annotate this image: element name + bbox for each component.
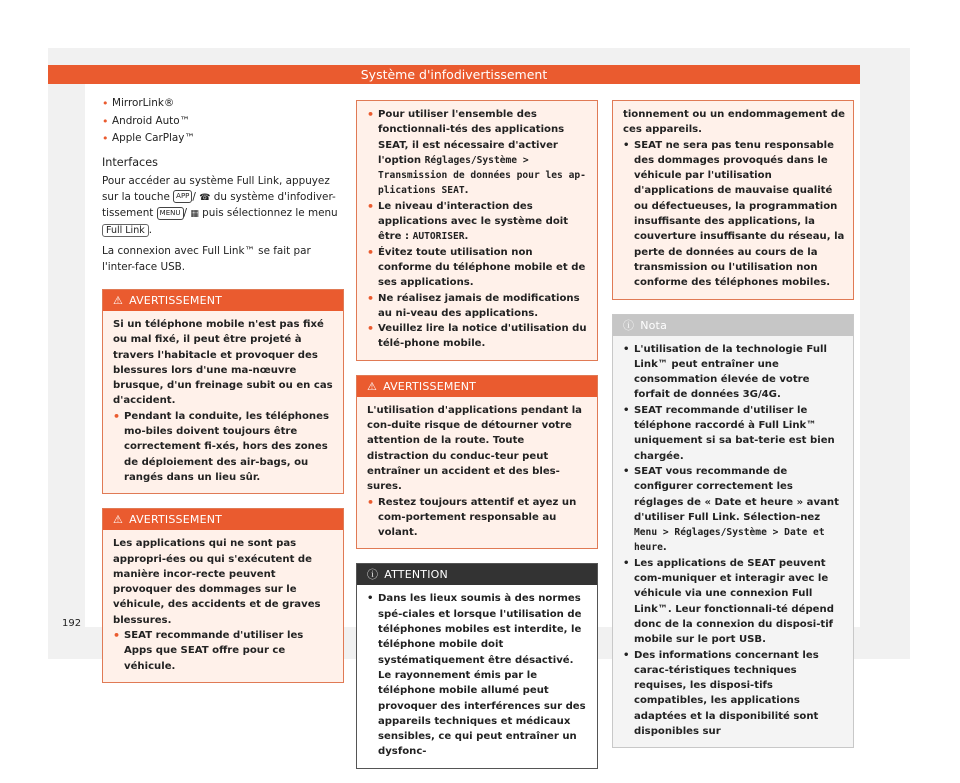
list-item: • Restez toujours attentif et ayez un com-portement responsable au volant.	[367, 495, 577, 539]
list-item: • Android Auto™	[102, 114, 190, 128]
list-item: • SEAT recommande d'utiliser les Apps que SEAT offre pour ce véhicule.	[113, 629, 304, 672]
paragraph: Pour accéder au système Full Link, appuyez sur la touche APP / ☎ du système d'infodiver-tissement MENU / ▦ puis sélectionnez le menu Full Link . La connexion avec Full Link™ se fait par l'inter-face USB.	[102, 175, 338, 273]
list-item: • Veuillez lire la notice d'utilisation du télé-phone mobile.	[367, 322, 587, 350]
column-2	[356, 100, 598, 783]
attention-box-continued: tionnement ou un endommagement de ces appareils. • SEAT ne sera pas tenu responsable des dommages provoqués dans le véhicule par l'utilisation d'applications de mauvaise qualité ou défectueuses, la programmation insuffisante des applications, la couverture insuffisante du réseau, la perte de données au cours de la transmission ou l'utilisation non conforme des téléphones mobiles.	[612, 100, 854, 300]
list-item: • Des informations concernant les carac-téristiques techniques requises, les disposi-tifs compatibles, les applications adaptées et la disponibilité sont disponibles sur	[623, 649, 819, 737]
warning-triangle-icon: ⚠	[367, 379, 378, 393]
warning-triangle-icon: ⚠	[113, 294, 124, 307]
list-item: • Les applications de SEAT peuvent com-muniquer et interagir avec le véhicule via une connexion Full Link™. Leur fonctionnali-té dépend donc de la connexion du disposi-tif mobile sur le port USB.	[623, 557, 834, 646]
list-item: • Ne réalisez jamais de modifications au ni-veau des applications.	[367, 291, 580, 319]
list-item: • Pendant la conduite, les téléphones mo-biles doivent toujours être correctement fi-xés, hors des zones de déploiement des air-bags, ou rangés dans un lieu sûr.	[113, 409, 329, 483]
list-item: • L'utilisation de la technologie Full Link™ peut entraîner une consommation élevée de votre forfait de données 3G/4G.	[623, 343, 827, 401]
page-header: Système d'infodivertissement	[48, 65, 860, 84]
note-box: ⓘ Nota • L'utilisation de la technologie Full Link™ peut entraîner une consommation élevée de votre forfait de données 3G/4G. • SEAT recommande d'utiliser le téléphone raccordé à Full Link™ uniquement si sa bat-terie est bien chargée. • SEAT vous recommande de configurer correctement les réglages de « Date et heure » avant d'utiliser Full Link. Sélection-nez Menu > Réglages/Système > Date et heure. • Les applications de SEAT peuvent com-muniquer et interagir avec le véhicule via une connexion Full Link™. Leur fonctionnali-té dépend donc de la connexion du disposi-tif mobile sur le port USB. • Des informations concernant les carac-téristiques techniques requises, les disposi-tifs compatibles, les applications adaptées et la disponibilité sont disponibles sur	[612, 314, 854, 749]
warning-box: ⚠ AVERTISSEMENT L'utilisation d'applications pendant la con-duite risque de détourner votre attention de la route. Toute distraction du conduc-teur peut entraîner un accident et des bles-sures. • Restez toujours attentif et ayez un com-portement responsable au volant.	[356, 375, 598, 550]
warning-box: ⚠ AVERTISSEMENT Si un téléphone mobile n'est pas fixé ou mal fixé, il peut être projeté à travers l'habitacle et provoquer des blessures lors d'une ma-nœuvre brusque, d'un freinage subit ou en cas d'accident. • Pendant la conduite, les téléphones mo-biles doivent toujours être correctement fi-xés, hors des zones de déploiement des air-bags, ou rangés dans un lieu sûr.	[102, 289, 344, 494]
grid-icon: ▦	[190, 209, 199, 219]
column-3	[612, 100, 854, 762]
attention-box: ⓘ ATTENTION • Dans les lieux soumis à des normes spé-ciales et lorsque l'utilisation de téléphones mobiles est interdite, le téléphone mobile doit systématiquement être désactivé. Le rayonnement émis par le téléphone mobile allumé peut provoquer des interférences sur des appareils techniques et médicaux sensibles, ce qui peut entraîner un dysfonc-	[356, 563, 598, 768]
phone-icon: ☎	[199, 192, 211, 203]
page-number: 192	[62, 618, 82, 629]
app-key-icon: APP	[173, 190, 192, 203]
list-item: • Pour utiliser l'ensemble des fonctionnali-tés des applications SEAT, il est nécessaire d'activer l'option Réglages/Système > Transmission de données pour les ap-plications SEAT.	[367, 108, 586, 197]
section-heading: Interfaces	[102, 155, 158, 169]
list-item: • Dans les lieux soumis à des normes spé-ciales et lorsque l'utilisation de téléphones mobiles est interdite, le téléphone mobile doit systématiquement être désactivé. Le rayonnement émis par le téléphone mobile allumé peut provoquer des interférences sur des appareils techniques et médicaux sensibles, ce qui peut entraîner un dysfonc-	[367, 593, 586, 758]
list-item: • Évitez toute utilisation non conforme du téléphone mobile et de ses applications.	[367, 245, 586, 289]
list-item: • SEAT vous recommande de configurer correctement les réglages de « Date et heure » avant d'utiliser Full Link. Sélection-nez Menu > Réglages/Système > Date et heure.	[623, 465, 839, 554]
full-link-menu-label: Full Link	[102, 224, 149, 237]
list-item: • Apple CarPlay™	[102, 132, 195, 145]
menu-key-icon: MENU	[157, 207, 184, 220]
list-item: • SEAT ne sera pas tenu responsable des dommages provoqués dans le véhicule par l'utilisation d'applications de mauvaise qualité ou défectueuses, la programmation insuffisante des applications, la couverture insuffisante du réseau, la perte de données au cours de la transmission ou l'utilisation non conforme des téléphones mobiles.	[623, 139, 845, 289]
column-1	[102, 96, 344, 697]
info-square-icon: ⓘ	[623, 318, 635, 332]
list-item: • Le niveau d'interaction des applications avec le système doit être : AUTORISER.	[367, 199, 569, 243]
warning-box: ⚠ AVERTISSEMENT Les applications qui ne sont pas appropri-ées ou qui s'exécutent de manière incor-recte peuvent provoquer des dommages sur le véhicule, des accidents et de graves blessures. • SEAT recommande d'utiliser les Apps que SEAT offre pour ce véhicule.	[102, 508, 344, 683]
list-item: • SEAT recommande d'utiliser le téléphone raccordé à Full Link™ uniquement si sa bat-terie est bien chargée.	[623, 404, 835, 462]
list-item: • MirrorLink®	[102, 97, 175, 110]
info-circle-icon: ⓘ	[367, 568, 379, 582]
warning-triangle-icon: ⚠	[113, 513, 124, 527]
warning-box-continued	[356, 100, 598, 361]
